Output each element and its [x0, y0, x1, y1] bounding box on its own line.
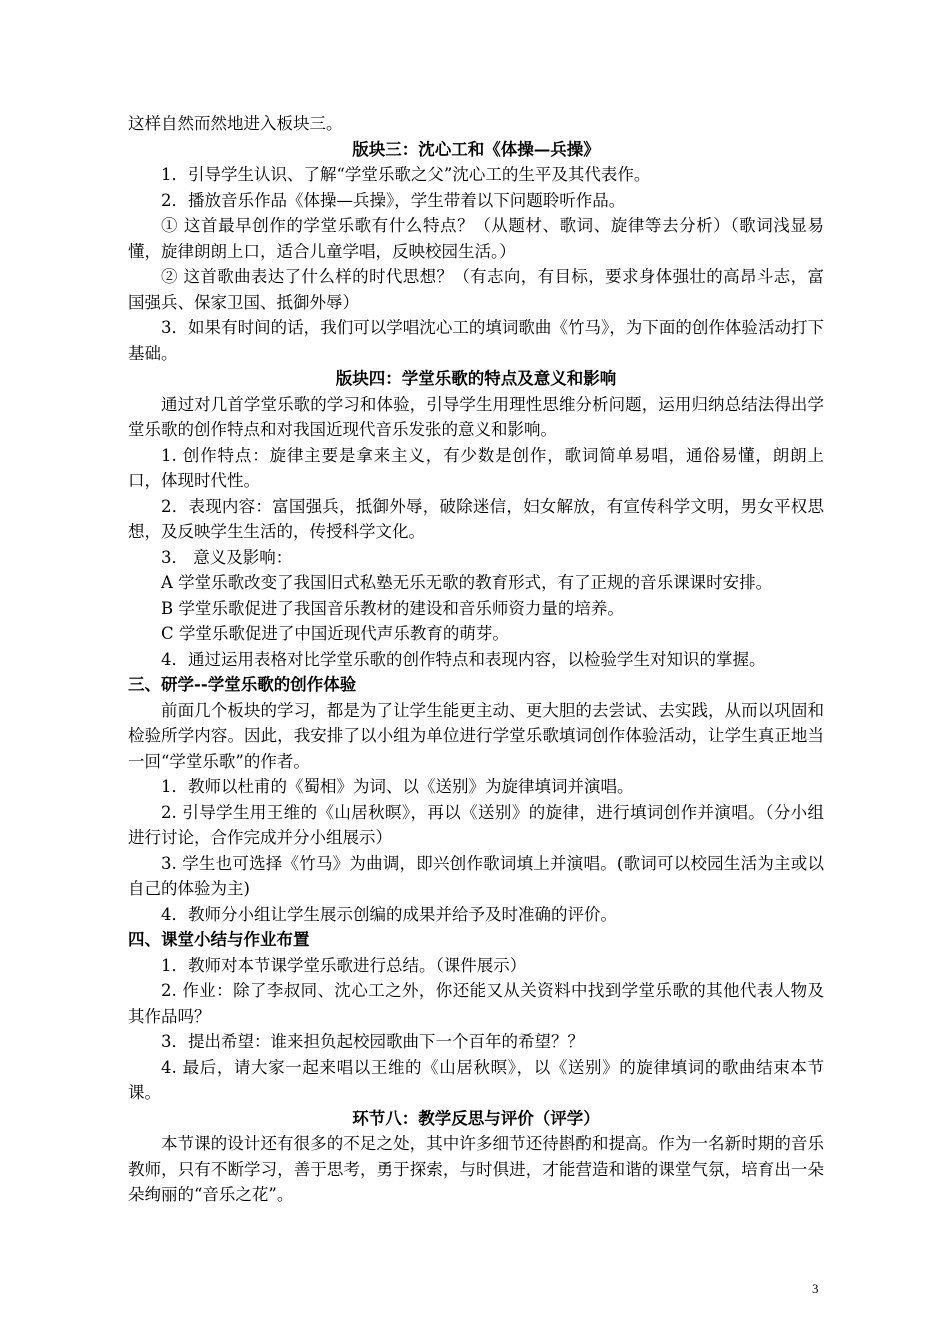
paragraph: 3．如果有时间的话，我们可以学唱沈心工的填词歌曲《竹马》，为下面的创作体验活动打下基础。 — [128, 318, 824, 363]
paragraph: C 学堂乐歌促进了中国近现代声乐教育的萌芽。 — [161, 624, 509, 643]
paragraph: 2．播放音乐作品《体操—兵操》，学生带着以下问题聆听作品。 — [161, 190, 626, 210]
paragraph: B 学堂乐歌促进了我国音乐教材的建设和音乐师资力量的培养。 — [161, 598, 624, 618]
page-number: 3 — [812, 1281, 819, 1296]
section-heading-4: 四、课堂小结与作业布置 — [128, 930, 310, 949]
paragraph: 3．提出希望：谁来担负起校园歌曲下一个百年的希望？？ — [161, 1032, 584, 1051]
document-page — [128, 111, 824, 1208]
paragraph: 2．表现内容：富国强兵，抵御外辱，破除迷信，妇女解放，有宣传科学文明，男女平权思想，及反映学生生活的，传授科学文化。 — [128, 496, 824, 541]
paragraph: 本节课的设计还有很多的不足之处，其中许多细节还待斟酌和提高。作为一名新时期的音乐教师，只有不断学习，善于思考，勇于探索，与时俱进，才能营造和谐的课堂气氛，培育出一朵朵绚丽的“音乐之花”。 — [128, 1134, 824, 1204]
paragraph: 2. 引导学生用王维的《山居秋暝》，再以《送别》的旋律，进行填词创作并演唱。（分小组进行讨论，合作完成并分小组展示） — [128, 802, 824, 847]
paragraph: 1．教师以杜甫的《蜀相》为词、以《送别》为旋律填词并演唱。 — [161, 777, 634, 796]
paragraph: 4．教师分小组让学生展示创编的成果并给予及时准确的评价。 — [161, 904, 617, 924]
paragraph: 2. 作业：除了李叔同、沈心工之外，你还能又从关资料中找到学堂乐歌的其他代表人物及其作品吗？ — [128, 981, 824, 1026]
paragraph: 4．通过运用表格对比学堂乐歌的创作特点和表现内容，以检验学生对知识的掌握。 — [161, 649, 766, 669]
section-heading-block-4: 版块四：学堂乐歌的特点及意义和影响 — [335, 369, 617, 388]
paragraph: ② 这首歌曲表达了什么样的时代思想？（有志向，有目标，要求身体强壮的高昂斗志，富国强兵、保家卫国、抵御外辱） — [128, 267, 824, 312]
paragraph: 1．教师对本节课学堂乐歌进行总结。（课件展示） — [161, 955, 527, 975]
paragraph: ① 这首最早创作的学堂乐歌有什么特点？（从题材、歌词、旋律等去分析）（歌词浅显易懂，旋律朗朗上口，适合儿童学唱，反映校园生活。） — [128, 216, 824, 261]
paragraph: 前面几个板块的学习，都是为了让学生能更主动、更大胆的去尝试、去实践，从而以巩固和检验所学内容。因此，我安排了以小组为单位进行学堂乐歌填词创作体验活动，让学生真正地当一回“学堂乐歌”的作者。 — [128, 700, 824, 771]
section-heading-step-8: 环节八：教学反思与评价（评学） — [352, 1108, 600, 1128]
section-heading-3: 三、研学--学堂乐歌的创作体验 — [128, 675, 357, 694]
section-heading-block-3: 版块三：沈心工和《体操—兵操》 — [352, 139, 600, 159]
paragraph-intro-end: 这样自然而然地进入板块三。 — [128, 114, 343, 133]
paragraph: 3. 学生也可选择《竹马》为曲调，即兴创作歌词填上并演唱。(歌词可以校园生活为主或以自己的体验为主) — [128, 853, 824, 898]
paragraph: 1．引导学生认识、了解“学堂乐歌之父”沈心工的生平及其代表作。 — [161, 165, 651, 184]
paragraph: 1. 创作特点：旋律主要是拿来主义，有少数是创作，歌词简单易唱，通俗易懂，朗朗上口，体现时代性。 — [128, 445, 824, 490]
paragraph: 通过对几首学堂乐歌的学习和体验，引导学生用理性思维分析问题，运用归纳总结法得出学堂乐歌的创作特点和对我国近现代音乐发张的意义和影响。 — [128, 394, 824, 439]
paragraph: 3． 意义及影响： — [161, 547, 293, 567]
paragraph: A 学堂乐歌改变了我国旧式私塾无乐无歌的教育形式，有了正规的音乐课课时安排。 — [161, 573, 773, 592]
paragraph: 4. 最后，请大家一起来唱以王维的《山居秋暝》，以《送别》的旋律填词的歌曲结束本节课。 — [128, 1057, 824, 1102]
